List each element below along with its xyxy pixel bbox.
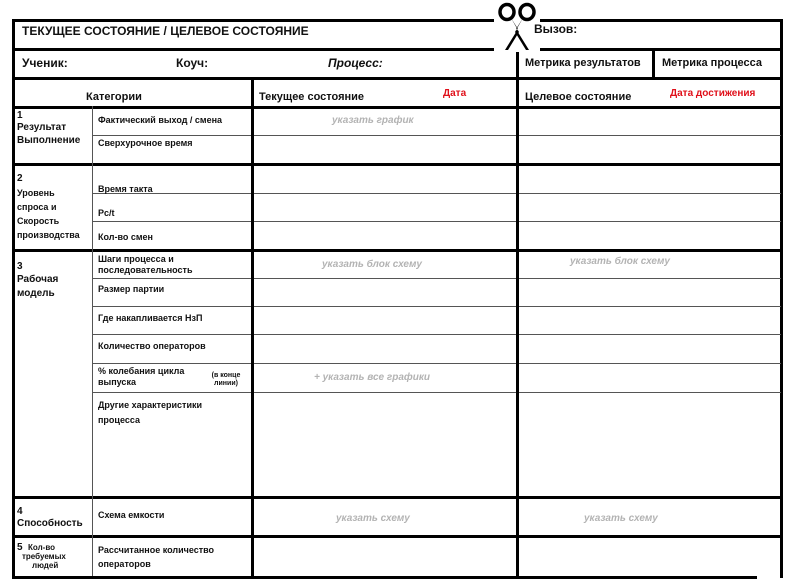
current-state-header: Текущее состояние: [259, 91, 365, 103]
hint-current-graph: указать график: [332, 115, 414, 126]
section-5-name: Кол-во: [28, 543, 56, 552]
hint-current-chart: указать схему: [336, 513, 410, 524]
row-line: [92, 363, 781, 364]
section-2-name: производства: [17, 230, 80, 240]
frame-top: [12, 19, 783, 22]
item-actual-output: Фактический выход / смена: [98, 115, 223, 125]
section-3-number: 3: [17, 261, 23, 272]
section-3-name: Рабочая: [17, 274, 59, 285]
section-2-name: Скорость: [17, 216, 60, 226]
section-4-number: 4: [17, 506, 23, 517]
row-line: [92, 306, 781, 307]
frame-bottom: [12, 576, 757, 579]
current-divider: [251, 77, 254, 576]
item-shifts: Кол-во смен: [98, 232, 153, 242]
process-metric-label: Метрика процесса: [662, 57, 762, 69]
header-divider: [12, 48, 783, 51]
row-line: [92, 278, 781, 279]
section-5-name: людей: [32, 561, 59, 570]
hint-target-flowchart: указать блок схему: [570, 256, 670, 267]
metric-divider: [652, 48, 655, 79]
row-line: [92, 135, 781, 136]
section-3-name: модель: [17, 288, 55, 299]
item-process-steps: Шаги процесса и последовательность: [98, 254, 193, 275]
variation-note: (в конце линии): [211, 372, 241, 387]
section-2-number: 2: [17, 173, 23, 184]
row-line: [92, 392, 781, 393]
hint-target-chart: указать схему: [584, 513, 658, 524]
category-divider: [92, 106, 93, 576]
item-overtime: Сверхурочное время: [98, 138, 193, 148]
section-2-name: Уровень: [17, 188, 55, 198]
item-calculated-operators: Рассчитанное количество операторов: [98, 545, 215, 569]
section-divider: [12, 535, 783, 538]
current-date-label: Дата: [443, 88, 467, 99]
item-wip: Где накапливается НзП: [98, 313, 203, 323]
section-1-name: Выполнение: [17, 135, 81, 146]
section-1-number: 1: [17, 110, 23, 121]
target-divider: [516, 48, 519, 576]
item-pct: Pc/t: [98, 208, 115, 218]
item-other-characteristics: Другие характеристики процесса: [98, 400, 203, 425]
row-line: [92, 334, 781, 335]
item-takt-time: Время такта: [98, 184, 153, 194]
hint-current-flowchart: указать блок схему: [322, 259, 422, 270]
frame-right: [780, 19, 783, 578]
section-divider: [12, 496, 783, 499]
row-line: [92, 221, 781, 222]
subheader-divider: [12, 77, 783, 80]
challenge-label: Вызов:: [534, 22, 578, 36]
result-metric-label: Метрика результатов: [525, 57, 641, 69]
form-title: ТЕКУЩЕЕ СОСТОЯНИЕ / ЦЕЛЕВОЕ СОСТОЯНИЕ: [22, 24, 309, 38]
target-date-label: Дата достижения: [670, 88, 756, 99]
target-state-header: Целевое состояние: [525, 91, 632, 103]
hint-all-graphs: + указать все графики: [314, 372, 431, 383]
section-1-name: Результат: [17, 122, 67, 133]
student-label: Ученик:: [22, 56, 68, 70]
section-divider: [12, 163, 783, 166]
item-capacity-chart: Схема емкости: [98, 510, 165, 520]
item-operators: Количество операторов: [98, 341, 206, 351]
categories-header: Категории: [86, 91, 142, 103]
section-2-name: спроса и: [17, 202, 57, 212]
section-5-number: 5: [17, 542, 23, 553]
item-cycle-variation: % колебания цикла выпуска: [98, 366, 185, 387]
coach-label: Коуч:: [176, 56, 209, 70]
section-4-name: Способность: [17, 518, 83, 529]
frame-left: [12, 19, 15, 578]
section-divider: [12, 249, 783, 252]
row-line: [92, 193, 781, 194]
process-label: Процесс:: [328, 56, 383, 70]
columns-divider: [12, 106, 783, 109]
item-batch-size: Размер партии: [98, 284, 165, 294]
section-5-name: требуемых: [22, 552, 66, 561]
